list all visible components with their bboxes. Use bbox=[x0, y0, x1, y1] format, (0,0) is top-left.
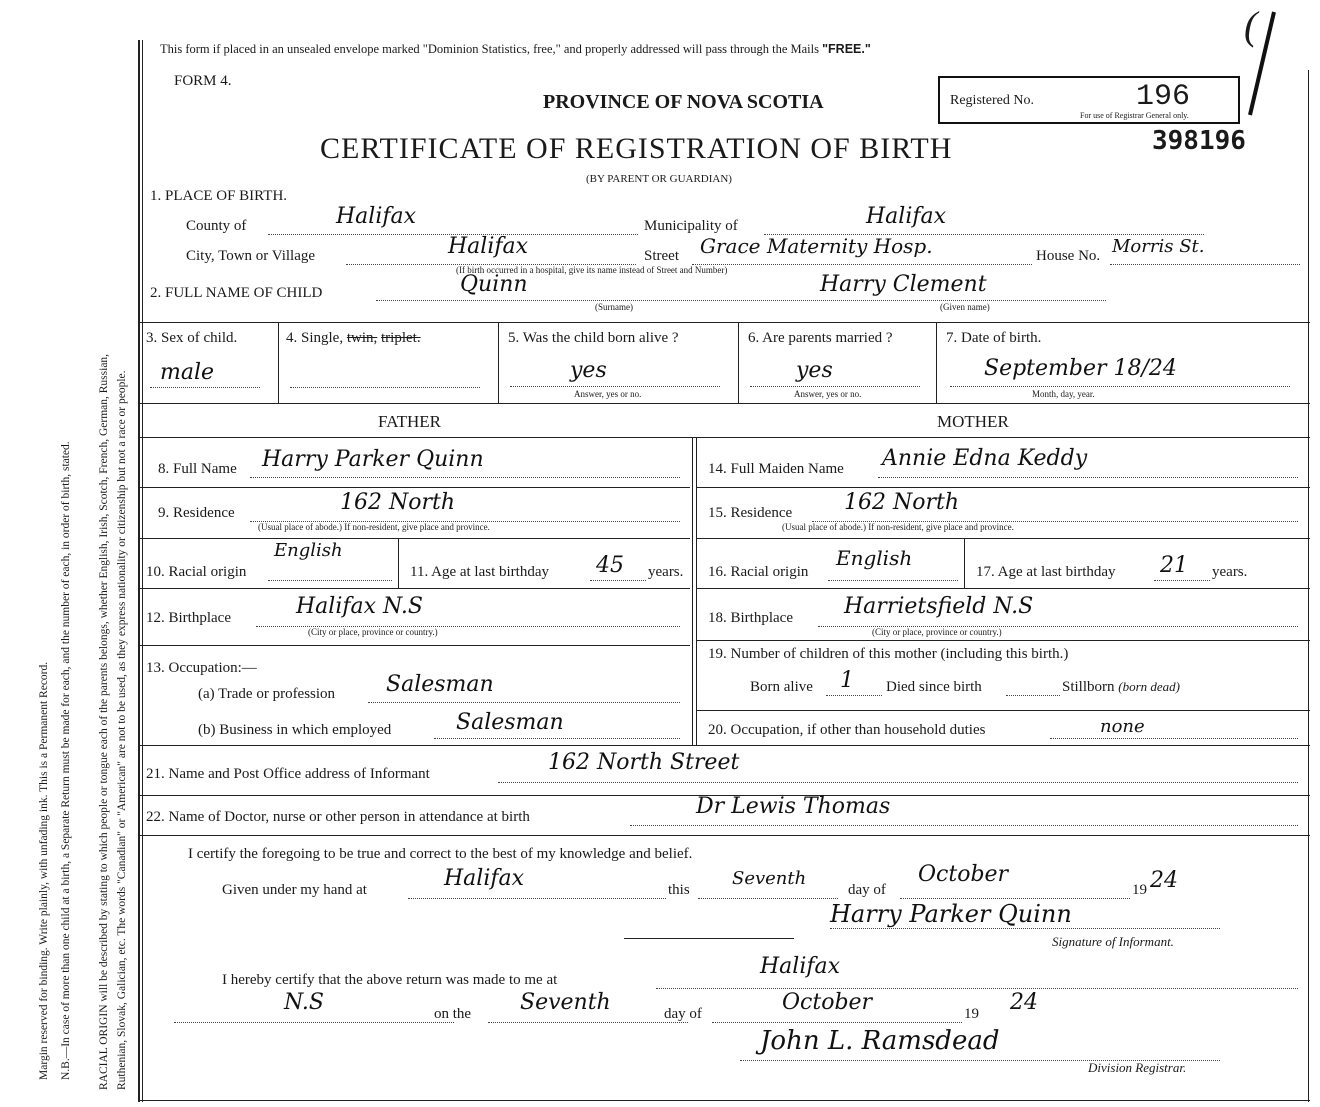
father-business-label: (b) Business in which employed bbox=[198, 722, 392, 738]
reg-day-value: Seventh bbox=[520, 990, 611, 1015]
father-birthplace-value: Halifax N.S bbox=[296, 594, 423, 619]
father-trade-value: Salesman bbox=[386, 672, 494, 697]
corner-mark: ( bbox=[1244, 3, 1258, 48]
informant-label: 21. Name and Post Office address of Informant bbox=[146, 766, 430, 782]
father-name-value: Harry Parker Quinn bbox=[262, 447, 484, 472]
mother-racial-label: 16. Racial origin bbox=[708, 564, 809, 580]
mother-occupation-label: 20. Occupation, if other than household duties bbox=[708, 722, 986, 738]
mother-age-suffix: years. bbox=[1212, 564, 1248, 580]
father-birthplace-label: 12. Birthplace bbox=[146, 610, 231, 626]
street-label: Street bbox=[644, 248, 679, 264]
margin-note-2: N.B.—In case of more than one child at a birth, a Separate Return must be made for each, and the number of each, in order of birth, stated. bbox=[60, 441, 72, 1080]
mother-residence-value: 162 North bbox=[844, 490, 960, 515]
house-value: Morris St. bbox=[1112, 236, 1205, 257]
given-caption: (Given name) bbox=[940, 302, 990, 312]
margin-note-3: RACIAL ORIGIN will be described by stating to which people or tongue each of the parents belongs, whether English, Irish, Scotch, French, German, Russian, bbox=[98, 353, 110, 1090]
father-business-value: Salesman bbox=[456, 710, 564, 735]
father-residence-caption: (Usual place of abode.) If non-resident, give place and province. bbox=[258, 522, 490, 532]
father-age-label: 11. Age at last birthday bbox=[410, 564, 549, 580]
born-alive-value: 1 bbox=[840, 668, 854, 693]
mother-birthplace-caption: (City or place, province or country.) bbox=[872, 627, 1002, 637]
registrar-note: For use of Registrar General only. bbox=[1080, 111, 1189, 120]
signature-caption: Signature of Informant. bbox=[1052, 934, 1174, 949]
registrar-place-value: Halifax bbox=[760, 954, 841, 979]
city-label: City, Town or Village bbox=[186, 248, 316, 264]
row3-bottom-border bbox=[138, 403, 1310, 404]
cert-month-value: October bbox=[918, 862, 1009, 887]
hospital-note: (If birth occurred in a hospital, give its name instead of Street and Number) bbox=[456, 265, 728, 275]
child-name-label: 2. FULL NAME OF CHILD bbox=[150, 285, 323, 301]
father-occupation-label: 13. Occupation:— bbox=[146, 660, 257, 676]
father-birthplace-caption: (City or place, province or country.) bbox=[308, 627, 438, 637]
child-surname-value: Quinn bbox=[460, 272, 528, 297]
father-residence-value: 162 North bbox=[340, 490, 456, 515]
form-left-border bbox=[138, 40, 140, 1102]
dob-label: 7. Date of birth. bbox=[946, 330, 1042, 346]
mother-birthplace-value: Harrietsfield N.S bbox=[844, 594, 1034, 619]
father-age-value: 45 bbox=[596, 553, 624, 578]
house-label: House No. bbox=[1036, 248, 1101, 264]
reg-day-of-label: day of bbox=[664, 1006, 702, 1022]
city-value: Halifax bbox=[448, 234, 529, 259]
father-trade-label: (a) Trade or profession bbox=[198, 686, 336, 702]
registrar-caption: Division Registrar. bbox=[1088, 1060, 1187, 1075]
reg-month-value: October bbox=[782, 990, 873, 1015]
dob-value: September 18/24 bbox=[984, 356, 1177, 381]
signature-line-left bbox=[624, 938, 794, 939]
municipality-label: Municipality of bbox=[644, 218, 738, 234]
born-alive-label: Born alive bbox=[750, 679, 813, 695]
day-of-label: day of bbox=[848, 882, 886, 898]
died-since-label: Died since birth bbox=[886, 679, 982, 695]
sex-value: male bbox=[160, 360, 215, 385]
mother-children-label: 19. Number of children of this mother (including this birth.) bbox=[708, 646, 1069, 662]
form-left-border-inner bbox=[142, 40, 143, 1102]
alive-caption: Answer, yes or no. bbox=[574, 389, 642, 399]
mother-residence-label: 15. Residence bbox=[708, 505, 793, 521]
registered-label: Registered No. bbox=[950, 93, 1034, 108]
mother-birthplace-label: 18. Birthplace bbox=[708, 610, 793, 626]
cert-year-prefix: 19 bbox=[1132, 882, 1147, 898]
alive-label: 5. Was the child born alive ? bbox=[508, 330, 679, 346]
mother-name-value: Annie Edna Keddy bbox=[882, 446, 1088, 471]
dob-caption: Month, day, year. bbox=[1032, 389, 1095, 399]
place-of-birth-heading: 1. PLACE OF BIRTH. bbox=[150, 188, 288, 204]
mother-heading: MOTHER bbox=[937, 412, 1009, 431]
form-number: FORM 4. bbox=[174, 73, 232, 89]
mother-residence-caption: (Usual place of abode.) If non-resident, give place and province. bbox=[782, 522, 1014, 532]
cert-year-value: 24 bbox=[1150, 868, 1178, 893]
informant-value: 162 North Street bbox=[548, 750, 740, 775]
surname-caption: (Surname) bbox=[595, 302, 633, 312]
margin-note-1: Margin reserved for binding. Write plainly, with unfading ink. This is a Permanent Record. bbox=[38, 661, 50, 1080]
stamp-number: 398196 bbox=[1152, 126, 1246, 156]
child-given-value: Harry Clement bbox=[820, 272, 987, 297]
mail-notice: This form if placed in an unsealed envelope marked "Dominion Statistics, free," and properly addressed will pass through the Mails "FREE." bbox=[160, 42, 871, 56]
single-label: 4. Single, twin, triplet. bbox=[286, 330, 421, 346]
certificate-subtitle: (BY PARENT OR GUARDIAN) bbox=[586, 173, 732, 185]
municipality-value: Halifax bbox=[866, 204, 947, 229]
given-place-value: Halifax bbox=[444, 866, 525, 891]
sex-label: 3. Sex of child. bbox=[146, 330, 238, 346]
registrar-place2-value: N.S bbox=[284, 990, 324, 1015]
stillborn-label: Stillborn (born dead) bbox=[1062, 679, 1181, 695]
married-caption: Answer, yes or no. bbox=[794, 389, 862, 399]
reg-year-prefix: 19 bbox=[964, 1006, 979, 1022]
registered-number-box bbox=[938, 76, 1240, 124]
cert-day-value: Seventh bbox=[732, 868, 807, 889]
mother-age-label: 17. Age at last birthday bbox=[976, 564, 1116, 580]
alive-value: yes bbox=[570, 358, 607, 383]
this-label: this bbox=[668, 882, 690, 898]
reg-year-value: 24 bbox=[1010, 990, 1038, 1015]
on-the-label: on the bbox=[434, 1006, 472, 1022]
mother-occupation-value: none bbox=[1100, 716, 1145, 737]
margin-note-4: Ruthenian, Slovak, Galician, etc. The words "Canadian" or "American" are not to be used, as they express nationality or citizenship but not a race or people. bbox=[116, 370, 128, 1090]
row3-top-border bbox=[138, 322, 1310, 323]
certify-text: I certify the foregoing to be true and correct to the best of my knowledge and belief. bbox=[188, 846, 693, 862]
corner-stroke-icon bbox=[1242, 10, 1282, 120]
registered-value: 196 bbox=[1136, 80, 1191, 114]
mother-age-value: 21 bbox=[1160, 553, 1188, 578]
father-mother-divider bbox=[692, 437, 693, 745]
province-heading: PROVINCE OF NOVA SCOTIA bbox=[543, 91, 824, 113]
father-heading: FATHER bbox=[378, 412, 441, 431]
certificate-title: CERTIFICATE OF REGISTRATION OF BIRTH bbox=[320, 132, 953, 165]
father-racial-label: 10. Racial origin bbox=[146, 564, 247, 580]
married-value: yes bbox=[796, 358, 833, 383]
street-value: Grace Maternity Hosp. bbox=[700, 234, 933, 258]
father-name-label: 8. Full Name bbox=[158, 461, 237, 477]
doctor-value: Dr Lewis Thomas bbox=[696, 794, 891, 819]
county-value: Halifax bbox=[336, 204, 417, 229]
given-under-label: Given under my hand at bbox=[222, 882, 367, 898]
married-label: 6. Are parents married ? bbox=[748, 330, 893, 346]
informant-signature: Harry Parker Quinn bbox=[830, 900, 1072, 928]
county-label: County of bbox=[186, 218, 247, 234]
father-age-suffix: years. bbox=[648, 564, 684, 580]
father-racial-value: English bbox=[274, 540, 343, 561]
doctor-label: 22. Name of Doctor, nurse or other person in attendance at birth bbox=[146, 809, 530, 825]
mother-name-label: 14. Full Maiden Name bbox=[708, 461, 844, 477]
father-residence-label: 9. Residence bbox=[158, 505, 235, 521]
registrar-signature: John L. Ramsdead bbox=[760, 1026, 1000, 1056]
mother-racial-value: English bbox=[836, 546, 913, 570]
registrar-certify-text: I hereby certify that the above return was made to me at bbox=[222, 972, 558, 988]
